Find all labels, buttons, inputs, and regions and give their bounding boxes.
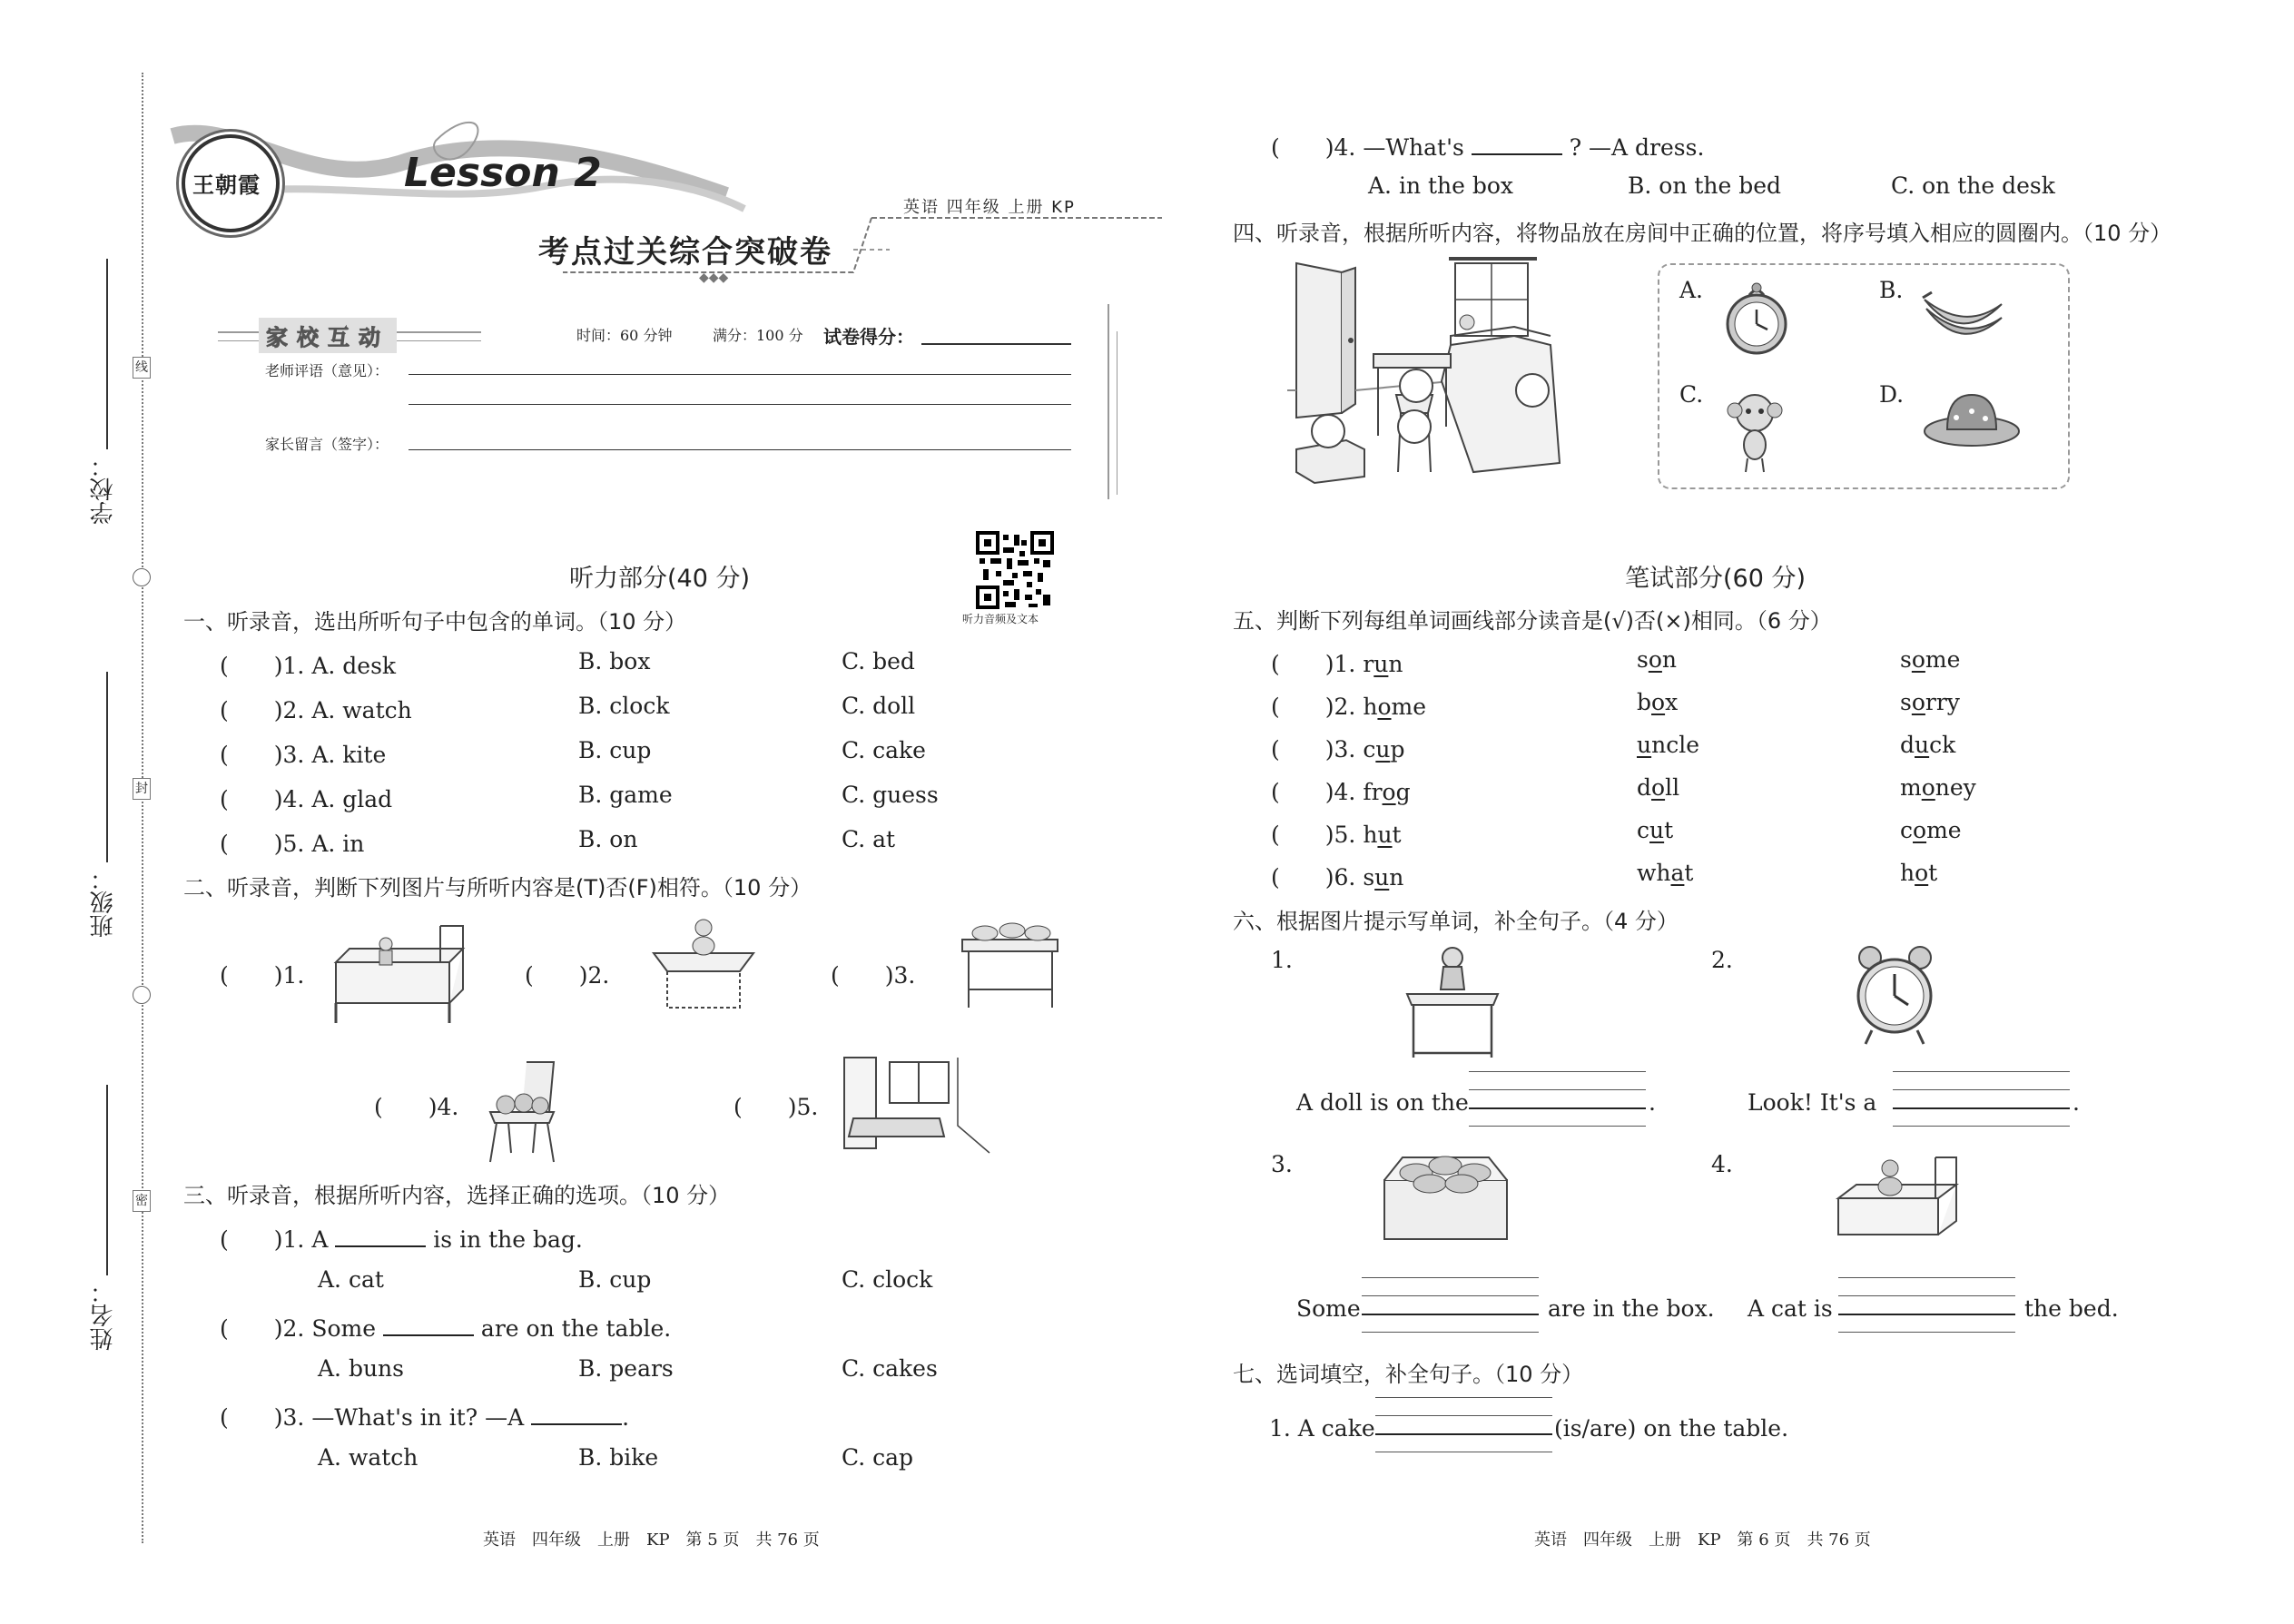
answer-bracket[interactable]: ( )1. — [1271, 651, 1356, 677]
answer-bracket[interactable]: ( )2. — [1271, 694, 1356, 720]
class-label: 班级： — [90, 867, 117, 938]
clock-icon — [1720, 277, 1793, 363]
writing-section-title: 笔试部分(60 分) — [1625, 565, 1807, 593]
bananas-icon — [1915, 281, 2006, 354]
blank[interactable] — [1472, 153, 1562, 155]
answer-bracket[interactable]: ( )3. — [1271, 736, 1356, 763]
s1-option-b: B. on — [578, 826, 638, 852]
s1-item: ( )5. A. in — [220, 831, 365, 857]
answer-bracket[interactable]: ( )4. — [220, 786, 305, 812]
s3-q1-c: C. clock — [842, 1266, 933, 1293]
binding-dotted-line — [142, 73, 143, 1543]
s3-q1-a: A. cat — [318, 1266, 384, 1293]
answer-bracket[interactable]: ( )5. — [220, 831, 305, 857]
s1-item: ( )2. A. watch — [220, 697, 412, 723]
s6-sentence-3-pre: Some — [1296, 1295, 1361, 1322]
answer-bracket[interactable]: ( )4. — [1271, 134, 1356, 161]
apples-on-chair-picture — [477, 1058, 567, 1166]
s1-item: ( )4. A. glad — [220, 786, 393, 812]
s1-option-b: B. game — [578, 782, 673, 808]
time-info: 时间：60 分钟 — [576, 327, 673, 344]
fold-mark-xian: 线 — [133, 357, 151, 379]
s4-label-a: A. — [1679, 277, 1704, 303]
s3-title: 三、听录音，根据所听内容，选择正确的选项。（10 分） — [183, 1183, 731, 1208]
s1-option-c: C. doll — [842, 693, 916, 719]
s1-option-c: C. at — [842, 826, 896, 852]
name-label: 姓名： — [90, 1280, 117, 1351]
s1-item: ( )3. A. kite — [220, 742, 387, 768]
s1-option-b: B. box — [578, 648, 651, 674]
class-field[interactable] — [86, 672, 117, 944]
four-line-grid-1[interactable] — [1469, 1071, 1646, 1126]
answer-bracket[interactable]: ( )1. — [220, 1226, 305, 1253]
title-dots: ◆◆◆ — [699, 271, 729, 285]
s4-label-b: B. — [1879, 277, 1904, 303]
s6-num-3: 3. — [1271, 1151, 1293, 1177]
four-line-grid-2[interactable] — [1893, 1071, 2070, 1126]
s5-row: ( )2. home — [1271, 694, 1427, 720]
answer-bracket[interactable]: ( )4. — [1271, 779, 1356, 805]
fold-mark-feng: 封 — [133, 778, 151, 800]
score-field[interactable] — [921, 343, 1071, 345]
answer-bracket[interactable]: ( )3. — [220, 1404, 305, 1431]
s3-q2: ( )2. Some are on the table. — [220, 1315, 672, 1342]
s5-word-3: hot — [1900, 860, 1938, 886]
s7-title: 七、选词填空，补全句子。（10 分） — [1233, 1362, 1584, 1387]
s3-q2-a: A. buns — [318, 1355, 404, 1382]
s2-item-5-bracket[interactable]: ( )5. — [733, 1094, 819, 1120]
answer-bracket[interactable]: ( )1. — [220, 653, 305, 679]
s6-num-2: 2. — [1711, 947, 1733, 973]
school-label: 学校： — [90, 454, 117, 525]
teacher-comment-label: 老师评语（意见）： — [265, 362, 389, 379]
subject-tag: 英语 四年级 上册 KP — [903, 198, 1076, 217]
s6-end-2: . — [2072, 1089, 2080, 1116]
s5-word-2: uncle — [1637, 732, 1700, 758]
teacher-comment-field-line2[interactable] — [409, 404, 1071, 405]
publisher-logo — [182, 134, 280, 232]
s5-word-2: cut — [1637, 817, 1674, 843]
s3-q4-c: C. on the desk — [1891, 172, 2055, 199]
tag-underline — [871, 218, 1162, 281]
s2-title: 二、听录音，判断下列图片与所听内容是(T)否(F)相符。（10 分） — [183, 875, 812, 901]
s5-row: ( )6. sun — [1271, 864, 1404, 891]
s1-item: ( )1. A. desk — [220, 653, 397, 679]
s6-num-1: 1. — [1271, 947, 1293, 973]
s1-option-b: B. cup — [578, 737, 652, 763]
cat-on-box-picture — [649, 917, 758, 1017]
s5-row: ( )4. frog — [1271, 779, 1411, 805]
s5-word-2: box — [1637, 689, 1679, 715]
s5-word-3: duck — [1900, 732, 1956, 758]
paper-title: 考点过关综合突破卷 — [538, 234, 832, 271]
answer-bracket[interactable]: ( )2. — [220, 1315, 305, 1342]
cat-on-bed-picture — [1834, 1148, 1961, 1248]
s5-word-2: doll — [1637, 774, 1680, 801]
answer-circle — [1312, 415, 1344, 448]
fold-mark-mi: 密 — [133, 1190, 151, 1212]
left-footer: 英语 四年级 上册 KP 第 5 页 共 76 页 — [483, 1530, 820, 1550]
s7-q1-pre: 1. A cake — [1269, 1415, 1375, 1442]
room-scene-picture — [1287, 254, 1614, 490]
blank[interactable] — [531, 1423, 622, 1425]
s2-item-1-bracket[interactable]: ( )1. — [220, 962, 305, 989]
answer-bracket[interactable]: ( )5. — [1271, 822, 1356, 848]
s5-row: ( )3. cup — [1271, 736, 1405, 763]
s3-q4-b: B. on the bed — [1628, 172, 1782, 199]
bowls-in-box-picture — [1380, 1153, 1511, 1253]
s6-sentence-4-post: the bed. — [2024, 1295, 2119, 1322]
s1-option-b: B. clock — [578, 693, 670, 719]
blank[interactable] — [383, 1334, 474, 1336]
s3-q2-b: B. pears — [578, 1355, 674, 1382]
bowls-on-table-picture — [958, 917, 1062, 1012]
s5-word-2: what — [1637, 860, 1694, 886]
s5-title: 五、判断下列每组单词画线部分读音是(√)否(×)相同。（6 分） — [1233, 608, 1832, 634]
alarm-clock-picture — [1852, 940, 1938, 1048]
s3-q4-a: A. in the box — [1368, 172, 1514, 199]
s5-word-3: money — [1900, 774, 1976, 801]
s2-item-2-bracket[interactable]: ( )2. — [525, 962, 610, 989]
monkey-toy-icon — [1720, 381, 1788, 477]
name-field[interactable] — [86, 1085, 117, 1357]
parent-comment-field[interactable] — [409, 449, 1071, 450]
answer-bracket[interactable]: ( )2. — [220, 697, 305, 723]
s4-label-c: C. — [1679, 381, 1704, 408]
school-field[interactable] — [86, 259, 117, 525]
answer-circle — [1398, 410, 1431, 443]
s6-sentence-4-pre: A cat is — [1748, 1295, 1833, 1322]
s1-option-c: C. guess — [842, 782, 939, 808]
s6-num-4: 4. — [1711, 1151, 1733, 1177]
s7-q1-post: (is/are) on the table. — [1554, 1415, 1789, 1442]
s1-option-c: C. bed — [842, 648, 915, 674]
s1-title: 一、听录音，选出所听句子中包含的单词。（10 分） — [183, 609, 687, 635]
blank[interactable] — [335, 1245, 426, 1247]
s6-end-1: . — [1649, 1089, 1656, 1116]
answer-bracket[interactable]: ( )3. — [220, 742, 305, 768]
binding-circle — [133, 986, 151, 1004]
s3-q1: ( )1. A is in the bag. — [220, 1226, 583, 1253]
s6-title: 六、根据图片提示写单词，补全句子。（4 分） — [1233, 909, 1679, 934]
s6-sentence-2: Look! It's a — [1748, 1089, 1877, 1116]
full-score-info: 满分：100 分 — [713, 327, 803, 344]
home-school-label: 家校互动 — [259, 318, 397, 353]
s5-word-3: some — [1900, 646, 1961, 673]
s3-q3-c: C. cap — [842, 1444, 914, 1471]
doll-on-desk-picture — [1403, 940, 1502, 1062]
qr-caption: 听力音频及文本 — [962, 613, 1039, 625]
room-window-picture — [840, 1053, 994, 1157]
teacher-comment-field[interactable] — [409, 374, 1071, 375]
listening-section-title: 听力部分(40 分) — [569, 565, 751, 593]
s3-q3: ( )3. —What's in it? —A . — [220, 1404, 630, 1431]
s5-word-2: son — [1637, 646, 1678, 673]
s4-label-d: D. — [1879, 381, 1905, 408]
s3-q1-b: B. cup — [578, 1266, 652, 1293]
s5-word-3: sorry — [1900, 689, 1960, 715]
answer-bracket[interactable]: ( )6. — [1271, 864, 1356, 891]
logo-text: 王朝霞 — [192, 172, 261, 198]
s2-item-4-bracket[interactable]: ( )4. — [374, 1094, 459, 1120]
s6-sentence-3-post: are in the box. — [1548, 1295, 1715, 1322]
four-line-grid-5[interactable] — [1375, 1397, 1552, 1452]
answer-circle — [1400, 369, 1433, 402]
s6-sentence-1: A doll is on the — [1296, 1089, 1469, 1116]
s5-word-3: come — [1900, 817, 1962, 843]
hat-icon — [1920, 386, 2024, 454]
s5-row: ( )5. hut — [1271, 822, 1402, 848]
s3-q3-b: B. bike — [578, 1444, 659, 1471]
answer-circle — [1516, 374, 1549, 407]
lesson-title: Lesson 2 — [404, 150, 602, 196]
parent-comment-label: 家长留言（签字）： — [265, 436, 389, 453]
s4-title: 四、听录音，根据所听内容，将物品放在房间中正确的位置，将序号填入相应的圆圈内。（10 分） — [1233, 221, 2172, 246]
s3-q3-a: A. watch — [318, 1444, 418, 1471]
s3-q2-c: C. cakes — [842, 1355, 938, 1382]
qr-code[interactable] — [976, 531, 1054, 609]
four-line-grid-3[interactable] — [1362, 1277, 1539, 1332]
right-footer: 英语 四年级 上册 KP 第 6 页 共 76 页 — [1534, 1530, 1871, 1550]
score-label: 试卷得分： — [823, 326, 914, 348]
binding-circle — [133, 568, 151, 586]
bed-with-doll-picture — [331, 921, 468, 1026]
s5-row: ( )1. run — [1271, 651, 1403, 677]
s3-q4: ( )4. —What's ? —A dress. — [1271, 134, 1705, 161]
s2-item-3-bracket[interactable]: ( )3. — [831, 962, 916, 989]
four-line-grid-4[interactable] — [1838, 1277, 2015, 1332]
s1-option-c: C. cake — [842, 737, 926, 763]
